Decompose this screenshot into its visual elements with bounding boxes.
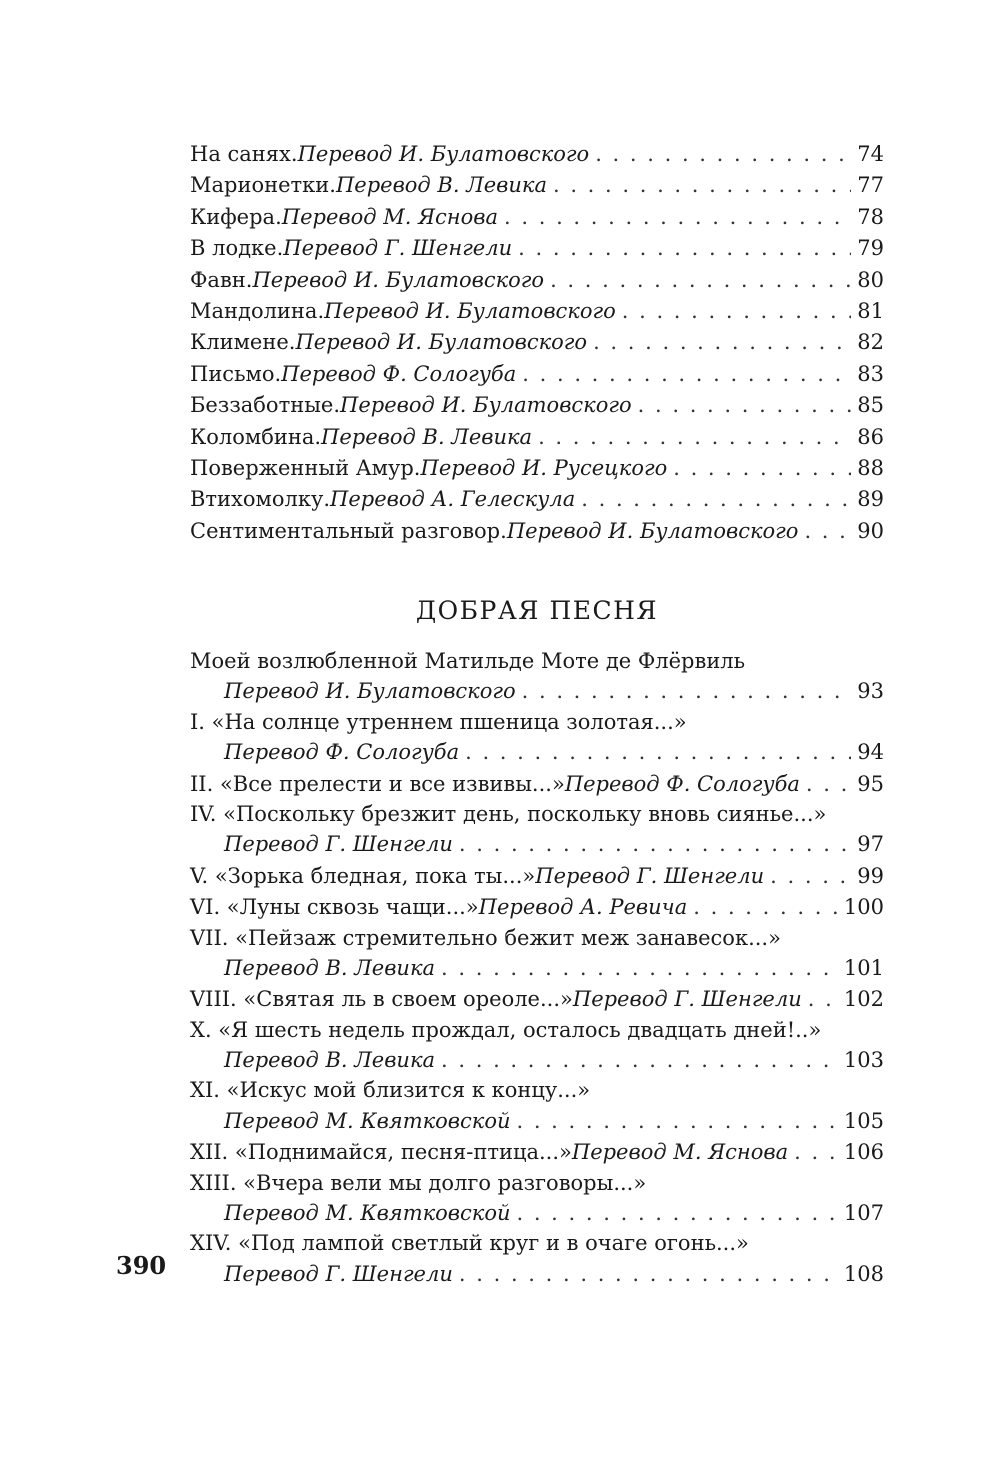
- entry-title: Коломбина.: [190, 424, 322, 449]
- dot-leader: [595, 139, 851, 170]
- entry-translator: Перевод В. Левика: [321, 424, 533, 449]
- entry-translator: Перевод И. Русецкого: [420, 455, 668, 480]
- dot-leader: [516, 1198, 837, 1229]
- entry-row: [190, 737, 884, 768]
- toc-entry: [190, 892, 884, 923]
- toc-entry: [190, 1169, 884, 1230]
- entry-title: Сентиментальный разговор.: [190, 518, 507, 543]
- entry-title: XI. «Искус мой близится к концу...»: [190, 1078, 591, 1103]
- entry-title: VI. «Луны сквозь чащи...»: [190, 895, 479, 920]
- entry-row: [190, 1198, 884, 1229]
- entry-row: [190, 202, 884, 233]
- dot-leader: [770, 861, 851, 892]
- entry-translator: Перевод И. Булатовского: [324, 298, 616, 323]
- entry-page: 83: [857, 361, 884, 386]
- entry-row: [190, 1045, 884, 1076]
- entry-row: [190, 829, 884, 860]
- entry-row: [190, 1259, 884, 1290]
- entry-title: Беззаботные.: [190, 393, 341, 418]
- entry-row: [190, 233, 884, 264]
- entry-row: [190, 359, 884, 390]
- entry-title: V. «Зорька бледная, пока ты...»: [190, 863, 536, 888]
- entry-title: На санях.: [190, 142, 298, 166]
- entry-row: [190, 769, 884, 800]
- dot-leader: [581, 484, 851, 515]
- entry-translator: Перевод М. Яснова: [281, 204, 499, 229]
- entry-translator: Перевод М. Квятковской: [224, 1201, 511, 1226]
- entry-page: 78: [857, 204, 884, 229]
- dot-leader: [673, 453, 851, 484]
- entry-row: [190, 984, 884, 1015]
- entry-page: 93: [857, 679, 884, 704]
- entry-page: 74: [857, 142, 884, 166]
- entry-page: 79: [857, 236, 884, 261]
- entry-row: [190, 422, 884, 453]
- entry-row: [190, 327, 884, 358]
- entry-translator: Перевод И. Булатовского: [252, 267, 545, 292]
- toc-section-1: [190, 139, 884, 547]
- toc-entry: [190, 708, 884, 769]
- dot-leader: [593, 327, 851, 358]
- dot-leader: [441, 1045, 838, 1076]
- entry-translator: Перевод Г. Шенгели: [224, 1261, 453, 1286]
- entry-translator: Перевод Ф. Сологуба: [564, 771, 800, 796]
- entry-page: 81: [857, 298, 884, 323]
- entry-translator: Перевод А. Ревича: [478, 895, 688, 920]
- entry-row: [190, 1137, 884, 1168]
- toc-entry: [190, 359, 884, 390]
- dot-leader: [518, 233, 851, 264]
- dot-leader: [459, 829, 851, 860]
- toc-entry: [190, 984, 884, 1015]
- entry-page: 97: [857, 832, 884, 857]
- toc-entry: [190, 233, 884, 264]
- entry-title: IV. «Поскольку брезжит день, поскольку вновь сиянье...»: [190, 801, 827, 826]
- dot-leader: [804, 516, 851, 547]
- entry-page: 100: [843, 895, 884, 920]
- entry-title: X. «Я шесть недель прождал, осталось двадцать дней!..»: [190, 1017, 822, 1042]
- dot-leader: [794, 1137, 838, 1168]
- entry-page: 85: [857, 393, 884, 418]
- entry-page: 89: [857, 487, 884, 512]
- toc-entry: [190, 453, 884, 484]
- entry-page: 86: [857, 424, 884, 449]
- entry-page: 94: [857, 740, 884, 765]
- entry-row: [190, 170, 884, 201]
- entry-page: 102: [843, 987, 884, 1012]
- section-heading: ДОБРАЯ ПЕСНЯ: [415, 596, 659, 625]
- toc-section-2: [190, 647, 884, 1290]
- entry-translator: Перевод И. Булатовского: [340, 393, 632, 418]
- entry-title: Поверженный Амур.: [190, 455, 421, 480]
- toc-entry: [190, 516, 884, 547]
- entry-translator: Перевод И. Булатовского: [297, 142, 590, 166]
- entry-translator: Перевод Ф. Сологуба: [281, 361, 517, 386]
- toc-entry: [190, 800, 884, 861]
- dot-leader: [522, 359, 851, 390]
- toc-entry: [190, 1016, 884, 1077]
- page-number: 390: [116, 1251, 167, 1280]
- entry-page: 82: [857, 330, 884, 355]
- entry-row: [190, 453, 884, 484]
- entry-row: [190, 265, 884, 296]
- entry-row: [190, 139, 884, 170]
- entry-row: [190, 676, 884, 707]
- entry-translator: Перевод В. Левика: [335, 173, 547, 198]
- toc-entry: [190, 1137, 884, 1168]
- entry-page: 88: [857, 455, 884, 480]
- toc-entry: [190, 647, 884, 708]
- dot-leader: [808, 984, 838, 1015]
- toc-entry: [190, 327, 884, 358]
- toc-entry: [190, 769, 884, 800]
- entry-title: Кифера.: [190, 204, 282, 229]
- entry-translator: Перевод Г. Шенгели: [224, 832, 453, 857]
- entry-page: 103: [843, 1048, 884, 1073]
- entry-title: В лодке.: [190, 236, 284, 261]
- entry-translator: Перевод Ф. Сологуба: [224, 740, 460, 765]
- entry-row: [190, 892, 884, 923]
- entry-title: Марионетки.: [190, 173, 336, 198]
- entry-title: XIII. «Вчера вели мы долго разговоры...»: [190, 1170, 647, 1195]
- dot-leader: [806, 769, 851, 800]
- entry-page: 80: [857, 267, 884, 292]
- dot-leader: [441, 953, 838, 984]
- entry-page: 77: [857, 173, 884, 198]
- entry-row: [190, 484, 884, 515]
- entry-row: [190, 516, 884, 547]
- entry-translator: Перевод И. Булатовского: [506, 518, 799, 543]
- dot-leader: [459, 1259, 838, 1290]
- entry-translator: Перевод Г. Шенгели: [283, 236, 513, 261]
- toc-entry: [190, 202, 884, 233]
- entry-translator: Перевод Г. Шенгели: [535, 863, 765, 888]
- entry-page: 95: [857, 771, 884, 796]
- entry-translator: Перевод А. Гелескула: [330, 487, 576, 512]
- entry-title: Климене.: [190, 330, 296, 355]
- entry-title: I. «На солнце утреннем пшеница золотая...»: [190, 709, 687, 734]
- toc-entry: [190, 139, 884, 170]
- entry-page: 105: [843, 1108, 884, 1133]
- toc-entry: [190, 484, 884, 515]
- entry-page: 108: [843, 1261, 884, 1286]
- entry-row: [190, 390, 884, 421]
- entry-translator: Перевод В. Левика: [224, 1048, 436, 1073]
- entry-title: II. «Все прелести и все извивы...»: [190, 771, 565, 796]
- toc-entry: [190, 296, 884, 327]
- toc-entry: [190, 1229, 884, 1290]
- entry-title: XIV. «Под лампой светлый круг и в очаге огонь...»: [190, 1231, 749, 1256]
- dot-leader: [638, 390, 852, 421]
- entry-translator: Перевод И. Булатовского: [295, 330, 588, 355]
- entry-translator: Перевод И. Булатовского: [224, 679, 516, 704]
- entry-row: [190, 953, 884, 984]
- entry-page: 90: [857, 518, 884, 543]
- toc-entry: [190, 265, 884, 296]
- dot-leader: [538, 422, 851, 453]
- dot-leader: [465, 737, 851, 768]
- entry-translator: Перевод Г. Шенгели: [572, 987, 802, 1012]
- entry-page: 107: [843, 1201, 884, 1226]
- entry-row: [190, 861, 884, 892]
- toc-entry: [190, 924, 884, 985]
- entry-title: Фавн.: [190, 267, 253, 292]
- dot-leader: [550, 265, 851, 296]
- entry-title: Письмо.: [190, 361, 282, 386]
- entry-title: Втихомолку.: [190, 487, 331, 512]
- dot-leader: [622, 296, 852, 327]
- dot-leader: [516, 1106, 837, 1137]
- toc-entry: [190, 861, 884, 892]
- entry-row: [190, 296, 884, 327]
- entry-title: XII. «Поднимайся, песня-птица...»: [190, 1140, 572, 1165]
- entry-title: VII. «Пейзаж стремительно бежит меж занавесок...»: [190, 925, 781, 950]
- entry-title: VIII. «Святая ль в своем ореоле...»: [190, 987, 573, 1012]
- dot-leader: [693, 892, 838, 923]
- entry-title: Мандолина.: [190, 298, 325, 323]
- dot-leader: [504, 202, 851, 233]
- entry-page: 99: [857, 863, 884, 888]
- toc-entry: [190, 1076, 884, 1137]
- entry-page: 106: [843, 1140, 884, 1165]
- entry-row: [190, 1106, 884, 1137]
- dot-leader: [522, 676, 852, 707]
- toc-entry: [190, 422, 884, 453]
- dot-leader: [553, 170, 851, 201]
- entry-page: 101: [843, 955, 884, 980]
- entry-translator: Перевод М. Яснова: [571, 1140, 789, 1165]
- toc-entry: [190, 170, 884, 201]
- toc-entry: [190, 390, 884, 421]
- entry-title: Моей возлюбленной Матильде Моте де Флёрвиль: [190, 649, 746, 673]
- entry-translator: Перевод В. Левика: [224, 955, 436, 980]
- entry-translator: Перевод М. Квятковской: [224, 1108, 511, 1133]
